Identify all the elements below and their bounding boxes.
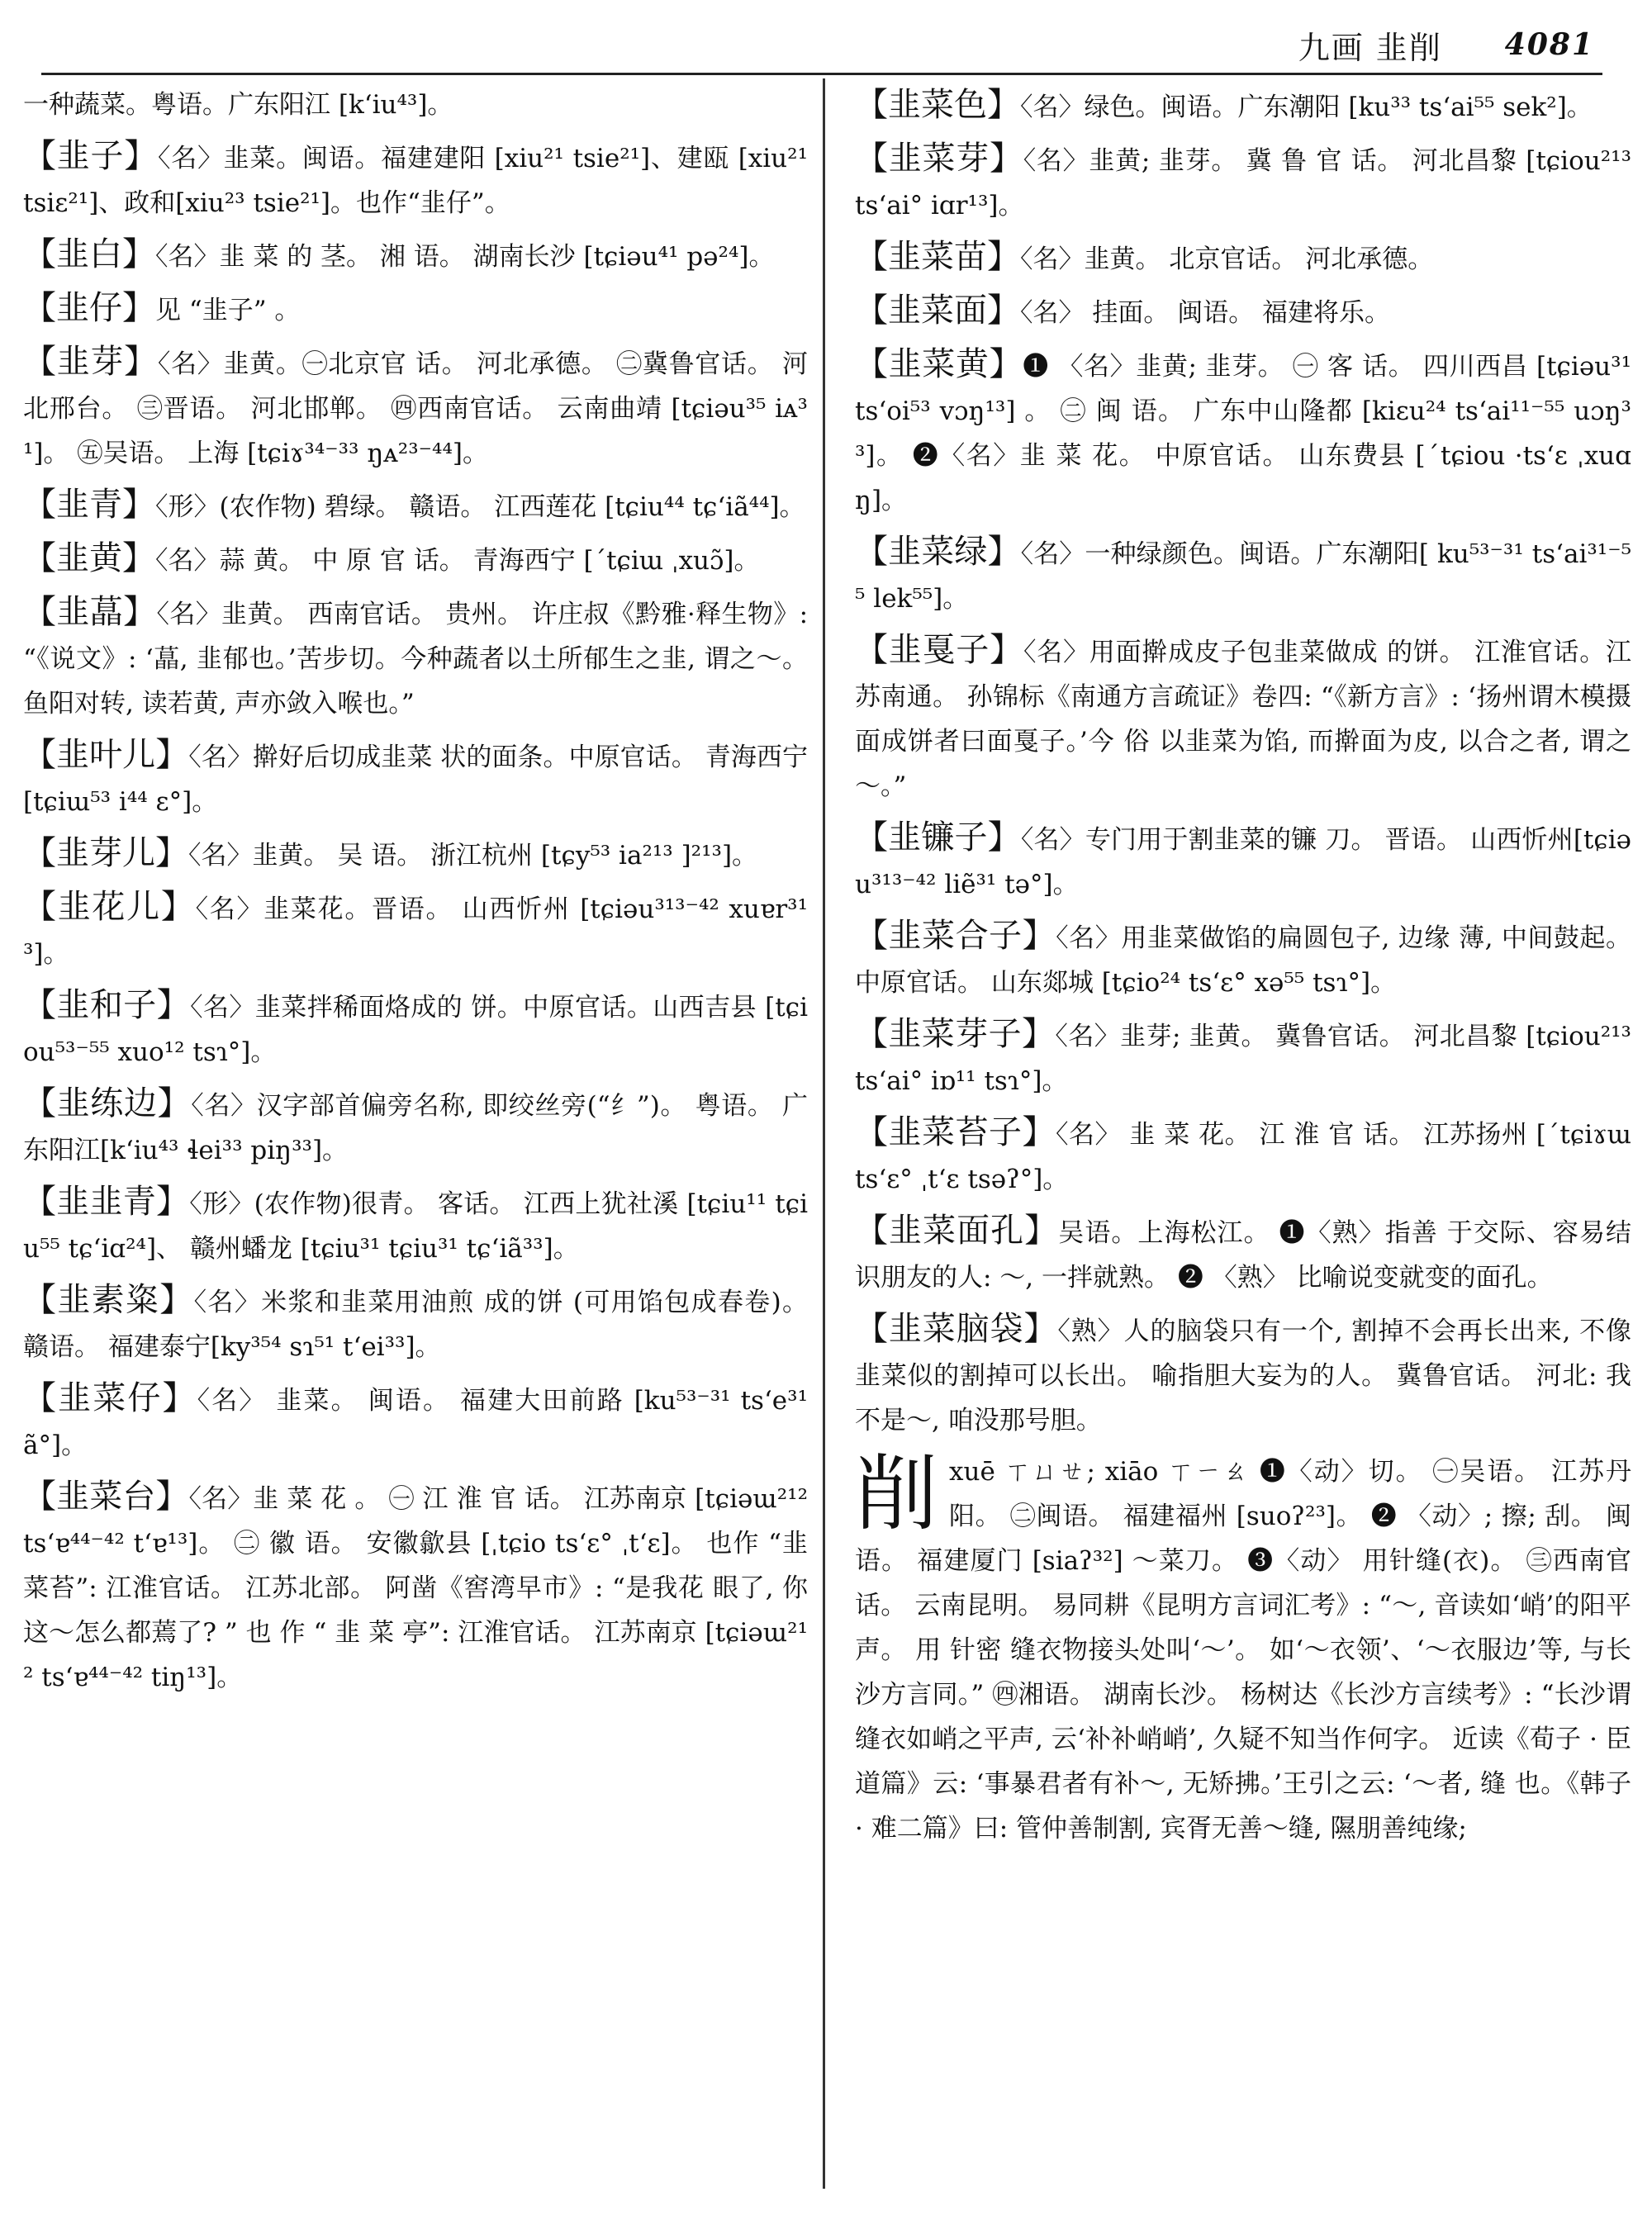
entry-definition: 〈名〉韭芽; 韭黄。 冀鲁官话。 河北昌黎 [tɕiou²¹³ tsʻai° iɒ¹¹ tsɿ°]。	[855, 1022, 1631, 1096]
entry-definition: 〈名〉韭黄。 吴 语。 浙江杭州 [tɕy⁵³ ia²¹³ ]²¹³]。	[188, 841, 758, 871]
entry-definition: 〈名〉韭菜拌稀面烙成的 饼。中原官话。山西吉县 [tɕiou⁵³⁻⁵⁵ xuo¹² tsɿ°]。	[23, 993, 808, 1067]
dictionary-entry	[23, 983, 808, 1075]
entry-definition: 〈名〉韭黄。 西南官话。 贵州。 许庄叔《黔雅·释生物》: “《说文》: ‘蕌, 韭郁也。’苦步切。今种蔬者以土所郁生之韭, 谓之～。 鱼阳对转, 读若黄, 声亦敛入喉也。”	[23, 600, 808, 719]
entry-definition: 〈名〉韭菜。闽语。福建建阳 [xiu²¹ tsie²¹]、建瓯 [xiu²¹ tsiɛ²¹]、政和[xiu²³ tsie²¹]。也作“韭仔”。	[23, 144, 808, 218]
dictionary-entry	[855, 815, 1631, 907]
entry-headword: 【韭菜面】	[855, 292, 1020, 330]
entry-headword: 【韭白】	[23, 235, 155, 273]
right-column	[855, 83, 1631, 2197]
dictionary-entry	[855, 1445, 1631, 1851]
entry-headword-large: 削	[855, 1445, 938, 1542]
entry-headword: 【韭菜面孔】	[855, 1212, 1059, 1250]
entry-headword: 【韭芽】	[23, 343, 158, 381]
entry-definition: 〈名〉 韭菜。 闽语。 福建大田前路 [ku⁵³⁻³¹ tsʻe³¹ ã°]。	[23, 1386, 808, 1460]
entry-definition: 〈名〉韭黄。 北京官话。 河北承德。	[1020, 244, 1434, 274]
dictionary-entry	[855, 1110, 1631, 1202]
dictionary-entry	[23, 339, 808, 476]
entry-definition: xuē ㄒㄩㄝ; xiāo ㄒㄧㄠ ❶〈动〉切。 ㊀吴语。 江苏丹阳。 ㊁闽语。 福建福州 [suoʔ²³]。 ❷ 〈动〉; 擦; 刮。 闽语。 福建厦门 [siaʔ³²] ～菜刀。 ❸〈动〉 用针缝(衣)。 ㊂西南官话。 云南昆明。 易同耕《昆明方言词汇考》: “～, 音读如‘峭’的阳平声。 用 针密 缝衣物接头处叫‘～’。 如‘～衣领’、‘～衣服边’等, 与长沙方言同。” ㊃湘语。 湖南长沙。 杨树达《长沙方言续考》: “长沙谓缝衣如峭之平声, 云‘补补峭峭’, 久疑不知当作何字。 近读《荀子 · 臣道篇》云: ‘事暴君者有补～, 无矫拂。’王引之云: ‘～者, 缝 也。《韩子 · 难二篇》曰: 管仲善制割, 宾胥无善～缝, 隰朋善纯缘;	[855, 1457, 1631, 1843]
entry-headword: 【韭菜仔】	[23, 1379, 197, 1417]
entry-headword: 【韭素粢】	[23, 1281, 194, 1319]
entry-headword: 【韭菜苗】	[855, 238, 1020, 276]
entry-definition: 〈名〉韭黄。㊀北京官 话。 河北承德。 ㊁冀鲁官话。 河北邢台。 ㊂晋语。 河北邯郸。 ㊃西南官话。 云南曲靖 [tɕiəu³⁵ iᴀ³¹]。 ㊄吴语。 上海 [tɕiɤ³⁴⁻³³ ŋᴀ²³⁻⁴⁴]。	[23, 349, 808, 468]
entry-headword: 【韭芽儿】	[23, 834, 188, 872]
column-divider	[823, 78, 825, 2189]
entry-definition: 〈名〉专门用于割韭菜的镰 刀。 晋语。 山西忻州[tɕiəu³¹³⁻⁴² liẽ³¹ tə°]。	[855, 825, 1631, 899]
entry-headword: 【韭花儿】	[23, 888, 196, 926]
dictionary-entry	[23, 1376, 808, 1468]
dictionary-entry	[23, 831, 808, 878]
dictionary-entry	[855, 529, 1631, 621]
entry-headword: 【韭镰子】	[855, 818, 1021, 856]
entry-definition: 〈名〉蒜 黄。 中 原 官 话。 青海西宁 [ˊtɕiɯ ˌxuɔ̃]。	[155, 546, 760, 576]
entry-definition: 吴语。上海松江。 ❶〈熟〉指善 于交际、容易结识朋友的人: ～, 一拌就熟。 ❷ 〈熟〉 比喻说变就变的面孔。	[855, 1218, 1631, 1293]
dictionary-entry	[23, 733, 808, 824]
dictionary-entry	[23, 536, 808, 583]
entry-headword: 【韭菜芽子】	[855, 1015, 1056, 1053]
entry-headword: 【韭菜脑袋】	[855, 1310, 1058, 1348]
entry-definition: 〈形〉(农作物)很青。 客话。 江西上犹社溪 [tɕiu¹¹ tɕiu⁵⁵ tɕʻiɑ²⁴]、 赣州蟠龙 [tɕiu³¹ tɕiu³¹ tɕʻiã³³]。	[23, 1189, 808, 1264]
dictionary-entry	[855, 1208, 1631, 1300]
entry-headword: 【韭菜苔子】	[855, 1113, 1056, 1151]
entry-headword: 【韭练边】	[23, 1084, 192, 1122]
dictionary-entry	[855, 913, 1631, 1005]
dictionary-entry	[855, 1012, 1631, 1103]
dictionary-entry	[23, 590, 808, 726]
entry-definition: 〈名〉米浆和韭菜用油煎 成的饼 (可用馅包成春卷)。 赣语。 福建泰宁[ky³⁵⁴ sɿ⁵¹ tʻei³³]。	[23, 1288, 808, 1362]
entry-definition: 见 “韭子” 。	[155, 296, 301, 325]
page-header	[1298, 18, 1594, 71]
entry-headword: 【韭戛子】	[855, 631, 1023, 669]
header-rule	[41, 73, 1602, 75]
entry-headword: 【韭菜色】	[855, 86, 1020, 124]
entry-definition: 〈熟〉人的脑袋只有一个, 割掉不会再长出来, 不像韭菜似的割掉可以长出。 喻指胆大妄为的人。 冀鲁官话。 河北: 我不是～, 咱没那号胆。	[855, 1317, 1631, 1435]
dictionary-entry	[855, 628, 1631, 809]
entry-definition: 〈名〉绿色。闽语。广东潮阳 [ku³³ tsʻai⁵⁵ sek²]。	[1020, 93, 1593, 122]
entry-headword: 【韭菜绿】	[855, 533, 1021, 571]
entry-definition: 〈形〉(农作物) 碧绿。 赣语。 江西莲花 [tɕiu⁴⁴ tɕʻiã⁴⁴]。	[155, 492, 805, 522]
entry-definition: 一种蔬菜。粤语。广东阳江 [kʻiu⁴³]。	[23, 90, 453, 120]
entry-headword: 【韭和子】	[23, 986, 191, 1024]
dictionary-entry	[855, 288, 1631, 335]
entry-definition: 〈名〉韭 菜 花 。 ㊀ 江 淮 官 话。 江苏南京 [tɕiəɯ²¹² tsʻɐ⁴⁴⁻⁴² tʻɐ¹³]。 ㊁ 徽 语。 安徽歙县 [ˌtɕio tsʻɛ° ˌtʻɛ]。 也作 “韭菜苔”: 江淮官话。 江苏北部。 阿凿《窖湾早市》: “是我花 眼了, 你 这～怎么都蔫了? ” 也 作 “ 韭 菜 亭”: 江淮官话。 江苏南京 [tɕiəɯ²¹² tsʻɐ⁴⁴⁻⁴² tiŋ¹³]。	[23, 1484, 808, 1692]
dictionary-entry	[23, 1278, 808, 1369]
entry-definition: 〈名〉一种绿颜色。闽语。广东潮阳[ ku⁵³⁻³¹ tsʻai³¹⁻⁵⁵ lek⁵⁵]。	[855, 539, 1631, 614]
dictionary-entry	[23, 1081, 808, 1173]
entry-headword: 【韭黄】	[23, 539, 155, 577]
dictionary-entry	[23, 885, 808, 976]
entry-definition: 〈名〉 挂面。 闽语。 福建将乐。	[1020, 298, 1391, 328]
entry-definition: 〈名〉韭菜花。晋语。 山西忻州 [tɕiəu³¹³⁻⁴² xuɐr³¹³]。	[23, 894, 808, 969]
dictionary-entry	[855, 1307, 1631, 1443]
entry-headword: 【韭青】	[23, 486, 155, 524]
entry-definition: 〈名〉汉字部首偏旁名称, 即绞丝旁(“纟”)。 粤语。 广东阳江[kʻiu⁴³ ɬei³³ piŋ³³]。	[23, 1091, 808, 1165]
entry-definition: 〈名〉韭 菜 的 茎。 湘 语。 湖南长沙 [tɕiəu⁴¹ pə²⁴]。	[155, 242, 775, 272]
dictionary-entry	[23, 134, 808, 225]
entry-definition: 〈名〉用面擀成皮子包韭菜做成 的饼。 江淮官话。江苏南通。 孙锦标《南通方言疏证》卷四: “《新方言》: ‘扬州谓木模摄面成饼者曰面戛子。’今 俗 以韭菜为馅, 而擀面为皮, 以合之者, 谓之～。”	[855, 638, 1631, 801]
dictionary-entry	[855, 136, 1631, 228]
entry-definition: 〈名〉用韭菜做馅的扁圆包子, 边缘 薄, 中间鼓起。 中原官话。 山东郯城 [tɕio²⁴ tsʻɛ° xə⁵⁵ tsɿ°]。	[855, 923, 1631, 998]
dictionary-entry	[23, 286, 808, 333]
entry-headword: 【韭菜台】	[23, 1478, 189, 1516]
dictionary-entry	[23, 232, 808, 279]
left-column	[23, 83, 808, 2197]
entry-headword: 【韭叶儿】	[23, 736, 189, 774]
dictionary-entry	[23, 83, 808, 127]
entry-definition: 〈名〉 韭 菜 花。 江 淮 官 话。 江苏扬州 [ˊtɕiɤɯ tsʻɛ° ˌtʻɛ tsəʔ°]。	[855, 1120, 1631, 1194]
entry-headword: 【韭菜芽】	[855, 140, 1023, 178]
dictionary-entry	[23, 1179, 808, 1271]
dictionary-entry	[855, 83, 1631, 130]
page-number: 4081	[1504, 27, 1594, 62]
entry-definition: ❶ 〈名〉韭黄; 韭芽。 ㊀ 客 话。 四川西昌 [tɕiəu³¹ tsʻoi⁵³ vɔŋ¹³] 。 ㊁ 闽 语。 广东中山隆都 [kiɛu²⁴ tsʻai¹¹⁻⁵⁵ uɔŋ³³]。 ❷〈名〉韭 菜 花。 中原官话。 山东费县 [ˊtɕiou ·tsʻɛ ˌxuɑŋ]。	[855, 352, 1631, 515]
dictionary-entry	[855, 342, 1631, 523]
entry-headword: 【韭菜黄】	[855, 345, 1023, 383]
section-title: 九画 韭削	[1298, 29, 1442, 66]
entry-headword: 【韭子】	[23, 137, 158, 175]
dictionary-entry	[23, 1474, 808, 1700]
entry-headword: 【韭蕌】	[23, 593, 157, 631]
entry-definition: 〈名〉擀好后切成韭菜 状的面条。中原官话。 青海西宁 [tɕiɯ⁵³ i⁴⁴ ɛ°]。	[23, 743, 808, 817]
entry-headword: 【韭仔】	[23, 289, 155, 327]
entry-headword: 【韭韭青】	[23, 1183, 190, 1221]
dictionary-entry	[23, 482, 808, 529]
entry-headword: 【韭菜合子】	[855, 917, 1056, 955]
entry-definition: 〈名〉韭黄; 韭芽。 冀 鲁 官 话。 河北昌黎 [tɕiou²¹³ tsʻai° iɑr¹³]。	[855, 146, 1631, 221]
dictionary-entry	[855, 235, 1631, 282]
